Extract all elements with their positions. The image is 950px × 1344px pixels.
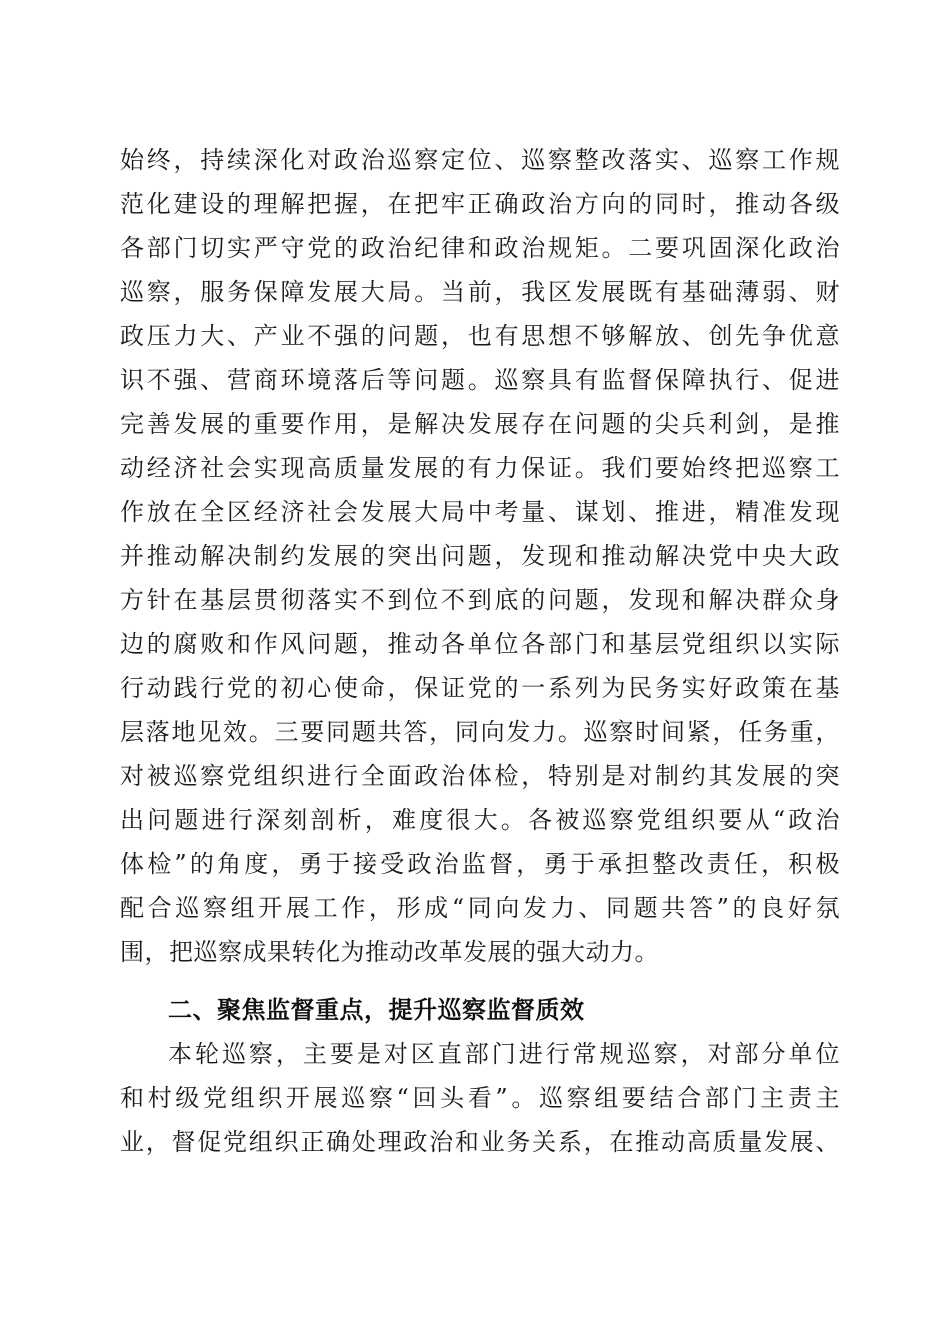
paragraph-1-line-15: 对被巡察党组织进行全面政治体检，特别是对制约其发展的突 <box>120 762 840 790</box>
paragraph-2-line-1: 本轮巡察，主要是对区直部门进行常规巡察，对部分单位 <box>168 1040 840 1068</box>
paragraph-1-line-19: 围，把巡察成果转化为推动改革发展的强大动力。 <box>120 938 659 966</box>
paragraph-2-line-2: 和村级党组织开展巡察“回头看”。巡察组要结合部门主责主 <box>120 1084 840 1112</box>
paragraph-1-line-1: 始终，持续深化对政治巡察定位、巡察整改落实、巡察工作规 <box>120 146 840 174</box>
paragraph-1-line-3: 各部门切实严守党的政治纪律和政治规矩。二要巩固深化政治 <box>120 234 840 262</box>
paragraph-1-line-11: 方针在基层贯彻落实不到位不到底的问题，发现和解决群众身 <box>120 586 840 614</box>
paragraph-1-line-13: 行动践行党的初心使命，保证党的一系列为民务实好政策在基 <box>120 674 840 702</box>
paragraph-2-line-3: 业，督促党组织正确处理政治和业务关系，在推动高质量发展、 <box>120 1128 840 1156</box>
paragraph-1-line-4: 巡察，服务保障发展大局。当前，我区发展既有基础薄弱、财 <box>120 278 840 306</box>
paragraph-1-line-5: 政压力大、产业不强的问题，也有思想不够解放、创先争优意 <box>120 322 840 350</box>
paragraph-1-line-14: 层落地见效。三要同题共答，同向发力。巡察时间紧，任务重， <box>120 718 840 746</box>
paragraph-1-line-16: 出问题进行深刻剖析，难度很大。各被巡察党组织要从“政治 <box>120 806 840 834</box>
paragraph-1-line-2: 范化建设的理解把握，在把牢正确政治方向的同时，推动各级 <box>120 190 840 218</box>
section-heading: 二、聚焦监督重点，提升巡察监督质效 <box>168 996 585 1024</box>
paragraph-1-line-17: 体检”的角度，勇于接受政治监督，勇于承担整改责任，积极 <box>120 850 840 878</box>
paragraph-1-line-9: 作放在全区经济社会发展大局中考量、谋划、推进，精准发现 <box>120 498 840 526</box>
paragraph-1-line-8: 动经济社会实现高质量发展的有力保证。我们要始终把巡察工 <box>120 454 840 482</box>
paragraph-1-line-12: 边的腐败和作风问题，推动各单位各部门和基层党组织以实际 <box>120 630 840 658</box>
paragraph-1-line-10: 并推动解决制约发展的突出问题，发现和推动解决党中央大政 <box>120 542 840 570</box>
paragraph-1-line-7: 完善发展的重要作用，是解决发展存在问题的尖兵利剑，是推 <box>120 410 840 438</box>
paragraph-1-line-18: 配合巡察组开展工作，形成“同向发力、同题共答”的良好氛 <box>120 894 840 922</box>
paragraph-1-line-6: 识不强、营商环境落后等问题。巡察具有监督保障执行、促进 <box>120 366 840 394</box>
